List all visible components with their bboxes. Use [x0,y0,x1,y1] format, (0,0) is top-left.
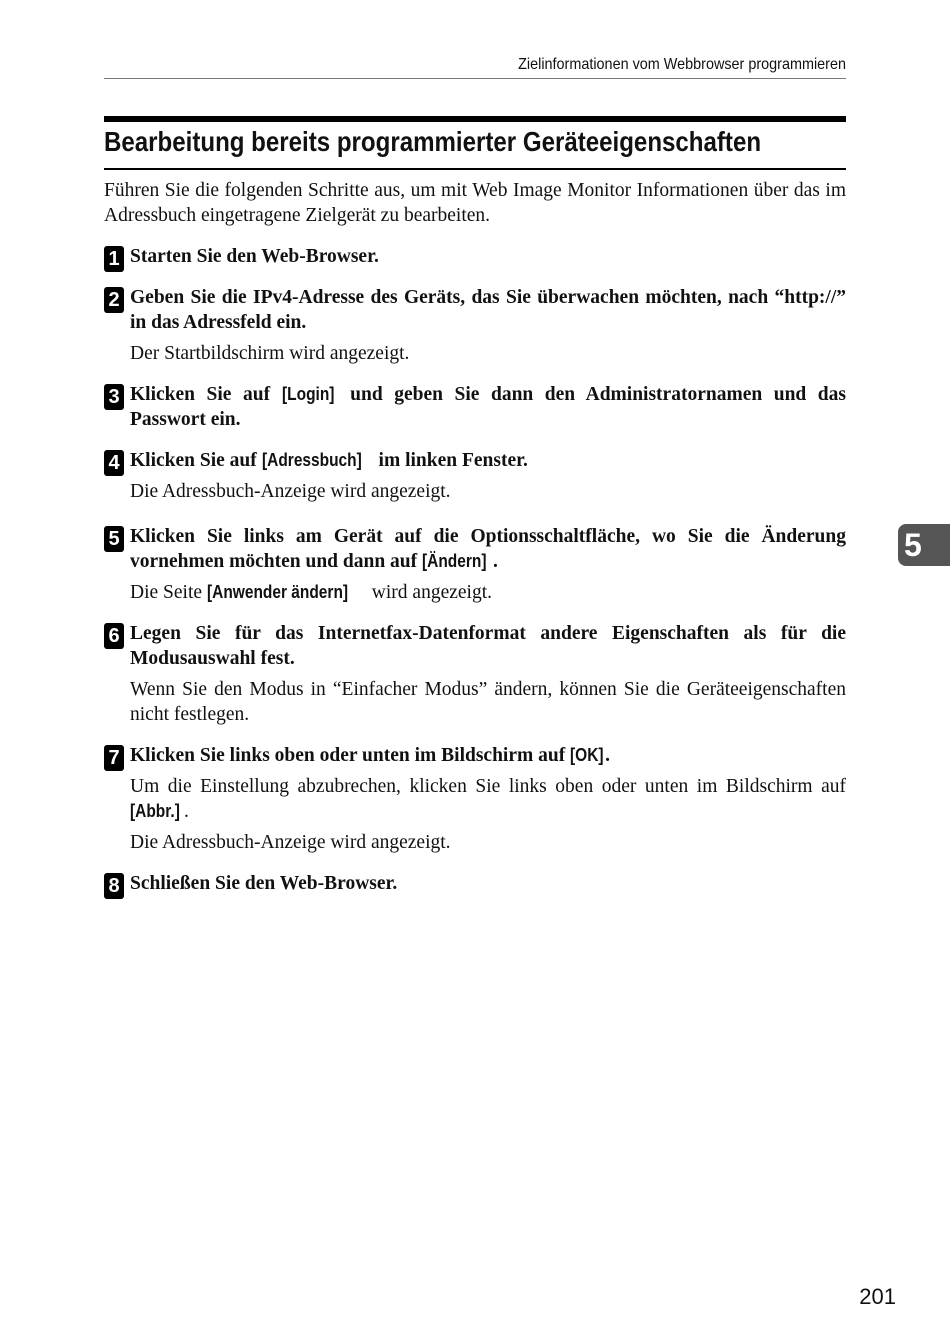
step-instruction [130,448,846,473]
step-number: 1 [104,246,124,272]
section-title: Bearbeitung bereits programmierter Geräteeigenschaften [104,126,762,157]
step-3 [104,382,846,432]
step-number: 5 [104,526,124,552]
step-number: 4 [104,450,124,476]
note-text: wird angezeigt. [366,582,492,603]
main-content [104,178,846,896]
instruction-text: Klicken Sie auf [130,384,282,405]
title-rule [104,168,846,170]
instruction-text: . [493,551,498,572]
step-6 [104,621,846,727]
step-number: 3 [104,384,124,410]
step-8 [104,871,846,896]
step-7 [104,743,846,855]
note-text: Die Seite [130,582,207,603]
running-header: Zielinformationen vom Webbrowser programmieren [518,56,846,73]
note-text: . [184,801,189,822]
step-instruction: Legen Sie für das Internetfax-Datenformat andere Eigenschaften als für die Modusauswahl fest. [130,623,846,669]
step-instruction: Geben Sie die IPv4-Adresse des Geräts, das Sie überwachen möchten, nach “http://” in das Adressfeld ein. [130,287,846,333]
step-instruction [130,524,846,574]
aendern-key-label: [Ändern] [422,551,487,571]
login-key-label: [Login] [281,384,335,404]
chapter-tab: 5 [898,524,950,566]
step-result-note [130,580,846,605]
step-number: 2 [104,287,124,313]
instruction-text: Klicken Sie links am Gerät auf die Optionsschaltfläche, wo Sie die Änderung vornehmen möchten und dann auf [130,526,846,572]
header-rule [104,78,846,79]
intro-paragraph: Führen Sie die folgenden Schritte aus, um mit Web Image Monitor Informationen über das im Adressbuch eingetragene Zielgerät zu bearbeiten. [104,180,846,226]
step-instruction [130,743,846,768]
step-5 [104,524,846,605]
instruction-text: . [605,745,610,766]
step-result-note: Der Startbildschirm wird angezeigt. [130,343,410,364]
step-2 [104,285,846,366]
title-bar [104,116,846,122]
step-instruction: Schließen Sie den Web-Browser. [130,873,398,894]
step-4 [104,448,846,504]
page-number: 201 [859,1284,896,1309]
step-instruction: Starten Sie den Web-Browser. [130,246,379,267]
step-result-note: Die Adressbuch-Anzeige wird angezeigt. [130,832,451,853]
instruction-text: Klicken Sie links oben oder unten im Bildschirm auf [130,745,571,766]
instruction-text: Klicken Sie auf [130,450,262,471]
adressbuch-key-label: [Adressbuch] [261,450,362,470]
step-number: 6 [104,623,124,649]
step-1 [104,244,846,269]
step-number: 8 [104,873,124,899]
instruction-text: im linken Fenster. [373,450,528,471]
abbr-key-label: [Abbr.] [130,801,180,821]
instruction-text: und geben Sie dann den Administratornamen und das Passwort ein. [130,384,846,430]
note-text: Um die Einstellung abzubrechen, klicken Sie links oben oder unten im Bildschirm auf [130,776,846,797]
step-instruction [130,382,846,432]
step-result-note: Die Adressbuch-Anzeige wird angezeigt. [130,481,451,502]
ok-key-label: [OK] [570,745,604,765]
step-result-note: Wenn Sie den Modus in “Einfacher Modus” ändern, können Sie die Geräteeigenschaften nicht festlegen. [130,679,846,725]
step-number: 7 [104,745,124,771]
anwender-aendern-key-label: [Anwender ändern] [206,582,348,602]
step-result-note [130,774,846,824]
